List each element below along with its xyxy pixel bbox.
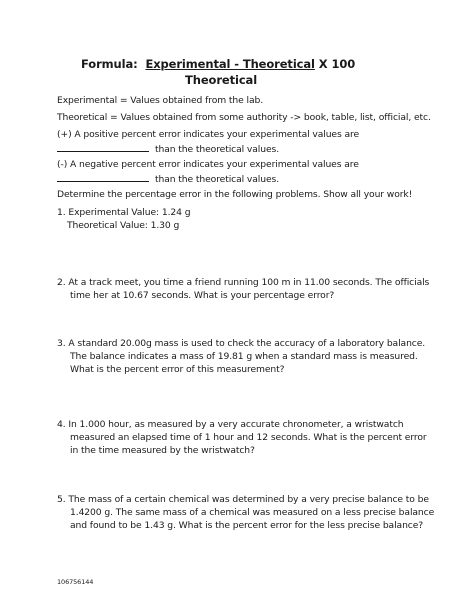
problem-5-line2: 1.4200 g. The same mass of a chemical was measured on a less precise balance [70, 507, 435, 518]
problem-3-line3: What is the percent error of this measurement? [70, 364, 285, 375]
negative-error-note-line2 [57, 172, 279, 186]
formula-denominator: Theoretical [185, 73, 258, 87]
problem-2-line2: time her at 10.67 seconds. What is your percentage error? [70, 290, 335, 301]
experimental-definition: Experimental = Values obtained from the lab. [57, 95, 264, 106]
theoretical-definition: Theoretical = Values obtained from some authority -> book, table, list, official, etc. [57, 112, 431, 123]
formula-numerator: Experimental - Theoretical [145, 57, 315, 71]
document-id: 106756144 [57, 578, 94, 586]
problem-4-line1: 4. In 1.000 hour, as measured by a very accurate chronometer, a wristwatch [57, 419, 404, 430]
problem-2-line1: 2. At a track meet, you time a friend running 100 m in 11.00 seconds. The officials [57, 277, 430, 288]
problem-1-line2: Theoretical Value: 1.30 g [67, 220, 180, 231]
formula-label: Formula: [81, 57, 138, 71]
problem-4-line2: measured an elapsed time of 1 hour and 12 seconds. What is the percent error [70, 432, 427, 443]
positive-answer-blank[interactable] [57, 142, 149, 152]
problem-4-line3: in the time measured by the wristwatch? [70, 445, 255, 456]
positive-note-tail: than the theoretical values. [155, 144, 280, 155]
formula-multiplier: X 100 [318, 57, 356, 71]
negative-answer-blank[interactable] [57, 172, 149, 182]
instructions: Determine the percentage error in the following problems. Show all your work! [57, 189, 413, 200]
problem-3-line1: 3. A standard 20.00g mass is used to check the accuracy of a laboratory balance. [57, 338, 426, 349]
negative-error-note-line1: (-) A negative percent error indicates your experimental values are [57, 159, 359, 170]
problem-1-line1: 1. Experimental Value: 1.24 g [57, 207, 191, 218]
positive-error-note-line1: (+) A positive percent error indicates your experimental values are [57, 129, 360, 140]
problem-3-line2: The balance indicates a mass of 19.81 g when a standard mass is measured. [70, 351, 418, 362]
positive-error-note-line2 [57, 142, 279, 156]
negative-note-tail: than the theoretical values. [155, 174, 280, 185]
problem-5-line1: 5. The mass of a certain chemical was determined by a very precise balance to be [57, 494, 429, 505]
formula-line [81, 57, 355, 71]
problem-5-line3: and found to be 1.43 g. What is the percent error for the less precise balance? [70, 520, 424, 531]
